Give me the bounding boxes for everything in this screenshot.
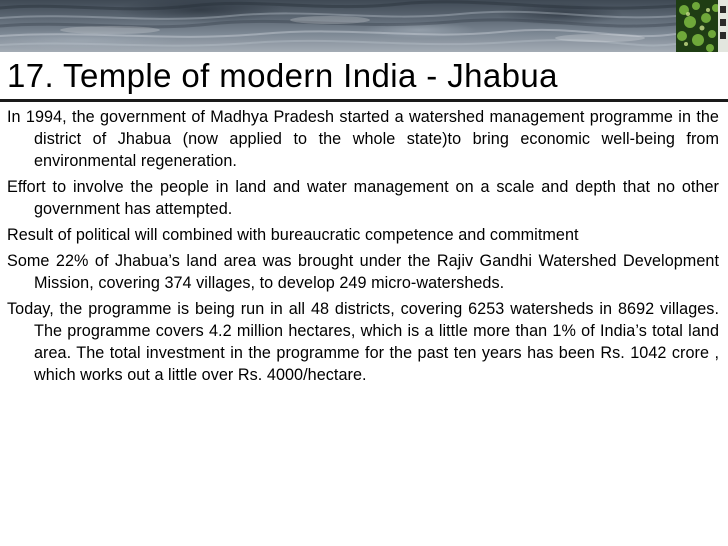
title-underline (0, 99, 728, 102)
water-texture (0, 0, 728, 52)
list-item: In 1994, the government of Madhya Pradesh started a watershed management programme in the district of Jhabua (now applied to the whole state)to bring economic well-being from environmental regeneration. (7, 108, 719, 170)
header-banner-image (0, 0, 728, 52)
slide-title: 17. Temple of modern India - Jhabua (7, 57, 558, 94)
list-item: Effort to involve the people in land and water management on a scale and depth that no other government has attempted. (7, 178, 719, 218)
list-item: Today, the programme is being run in all 48 districts, covering 6253 watersheds in 8692 villages. The programme covers 4.2 million hectares, which is a little more than 1% of India’s total land area. The total investment in the programme for the past ten years has been Rs. 1042 crore , which works out a little over Rs. 4000/hectare. (7, 300, 719, 384)
leaf-pattern-icon (676, 0, 728, 52)
list-item: Some 22% of Jhabua’s land area was brought under the Rajiv Gandhi Watershed Development Mission, covering 374 villages, to develop 249 micro-watersheds. (7, 252, 719, 292)
vegetation-thumbnail-image (676, 0, 728, 52)
bullet-list (7, 106, 719, 390)
list-item: Result of political will combined with bureaucratic competence and commitment (7, 226, 579, 244)
